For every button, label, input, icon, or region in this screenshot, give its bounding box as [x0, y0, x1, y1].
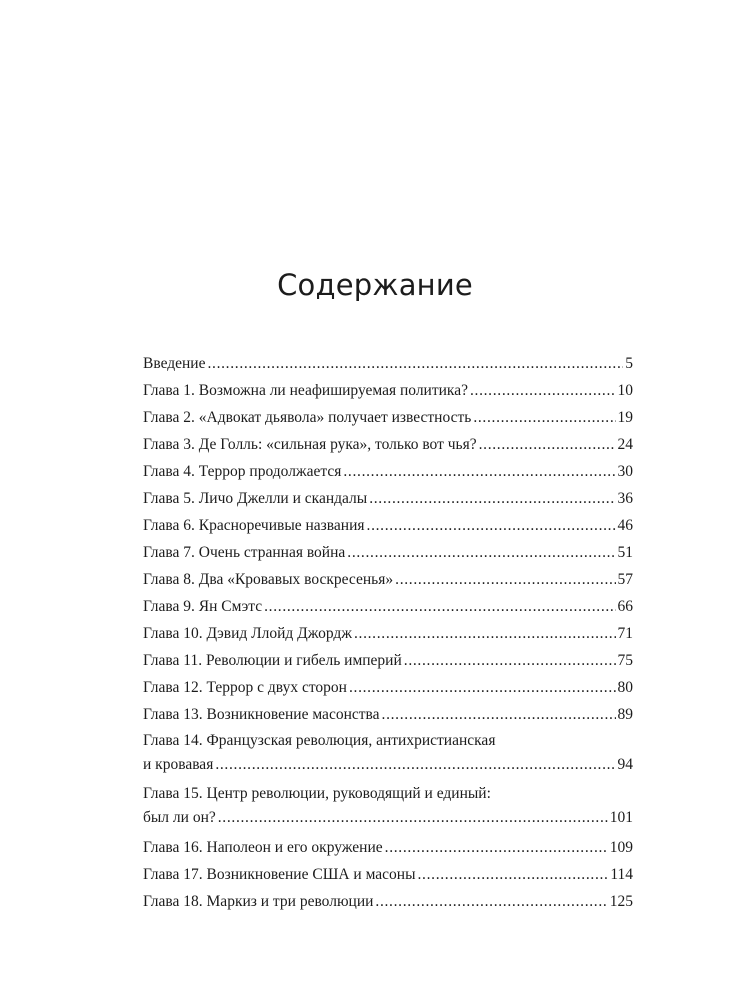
toc-entry-label: Глава 6. Красноречивые названия	[143, 517, 365, 534]
toc-entry-label: Введение	[143, 355, 206, 372]
toc-entry-page: 19	[617, 409, 633, 426]
toc-entry-label-line1: Глава 14. Французская революция, антихристианская	[143, 732, 496, 749]
toc-entry-label: Глава 9. Ян Смэтс	[143, 598, 263, 615]
toc-entry-chapter-10	[143, 620, 633, 647]
toc-entry-label: Глава 3. Де Голль: «сильная рука», только вот чья?	[143, 436, 477, 453]
toc-entry-page: 66	[617, 598, 633, 615]
toc-entry-chapter-15	[143, 781, 633, 826]
toc-entry-label: Глава 16. Наполеон и его окружение	[143, 839, 383, 856]
toc-entry-chapter-4	[143, 458, 633, 485]
toc-entry-label: Глава 1. Возможна ли неафишируемая политика?	[143, 382, 468, 399]
toc-entry-page: 36	[617, 490, 633, 507]
toc-entry-label: Глава 13. Возникновение масонства	[143, 706, 380, 723]
toc-entry-page: 24	[617, 436, 633, 453]
dot-leader	[343, 458, 615, 485]
toc-entry-label: Глава 2. «Адвокат дьявола» получает известность	[143, 409, 472, 426]
dot-leader	[395, 566, 615, 593]
dot-leader	[479, 431, 616, 458]
toc-entry-chapter-12	[143, 674, 633, 701]
dot-leader	[218, 804, 608, 831]
dot-leader	[369, 485, 615, 512]
dot-leader	[418, 861, 609, 888]
toc-entry-chapter-8	[143, 566, 633, 593]
toc-entry-page: 30	[617, 463, 633, 480]
dot-leader	[264, 593, 615, 620]
toc-entry-page: 125	[609, 893, 633, 910]
toc-entry-page: 71	[617, 625, 633, 642]
toc-entry-page: 5	[625, 355, 633, 372]
toc-entry-label: и кровавая	[143, 756, 214, 773]
dot-leader	[349, 674, 616, 701]
toc-entry-label: Глава 17. Возникновение США и масоны	[143, 866, 416, 883]
toc-entry-page: 94	[617, 756, 633, 773]
toc-entry-page: 80	[617, 679, 633, 696]
toc-entry-label: Глава 7. Очень странная война	[143, 544, 346, 561]
toc-entry-label: Глава 4. Террор продолжается	[143, 463, 342, 480]
dot-leader	[215, 751, 615, 778]
toc-entry-label: Глава 8. Два «Кровавых воскресенья»	[143, 571, 394, 588]
toc-entry-chapter-14	[143, 728, 633, 773]
toc-entry-page: 57	[617, 571, 633, 588]
dot-leader	[470, 377, 616, 404]
toc-entry-page: 89	[617, 706, 633, 723]
dot-leader	[382, 701, 616, 728]
dot-leader	[347, 539, 615, 566]
toc-entry-introduction	[143, 350, 633, 377]
toc-entry-chapter-6	[143, 512, 633, 539]
toc-entry-chapter-7	[143, 539, 633, 566]
toc-entry-label-line1: Глава 15. Центр революции, руководящий и единый:	[143, 785, 491, 802]
dot-leader	[473, 404, 615, 431]
toc-entry-label: Глава 18. Маркиз и три революции	[143, 893, 374, 910]
dot-leader	[207, 350, 623, 377]
toc-entry-chapter-5	[143, 485, 633, 512]
toc-entry-chapter-11	[143, 647, 633, 674]
dot-leader	[385, 834, 608, 861]
toc-entry-chapter-13	[143, 701, 633, 728]
toc-entry-page: 101	[609, 809, 633, 826]
dot-leader	[375, 888, 607, 915]
toc-entry-chapter-3	[143, 431, 633, 458]
dot-leader	[367, 512, 616, 539]
toc-entry-page: 10	[617, 382, 633, 399]
table-of-contents	[143, 350, 633, 915]
toc-entry-label: Глава 11. Революции и гибель империй	[143, 652, 402, 669]
toc-entry-page: 109	[609, 839, 633, 856]
toc-entry-page: 46	[617, 517, 633, 534]
toc-entry-label: Глава 12. Террор с двух сторон	[143, 679, 347, 696]
toc-entry-label: был ли он?	[143, 809, 216, 826]
toc-entry-label: Глава 10. Дэвид Ллойд Джордж	[143, 625, 352, 642]
toc-entry-chapter-16	[143, 834, 633, 861]
toc-entry-chapter-9	[143, 593, 633, 620]
toc-entry-label: Глава 5. Личо Джелли и скандалы	[143, 490, 368, 507]
toc-entry-page: 75	[617, 652, 633, 669]
toc-entry-chapter-1	[143, 377, 633, 404]
toc-entry-page: 114	[610, 866, 633, 883]
toc-entry-chapter-18	[143, 888, 633, 915]
toc-entry-chapter-17	[143, 861, 633, 888]
dot-leader	[354, 620, 616, 647]
toc-entry-chapter-2	[143, 404, 633, 431]
page-title: Содержание	[277, 268, 473, 302]
dot-leader	[404, 647, 616, 674]
toc-entry-page: 51	[617, 544, 633, 561]
